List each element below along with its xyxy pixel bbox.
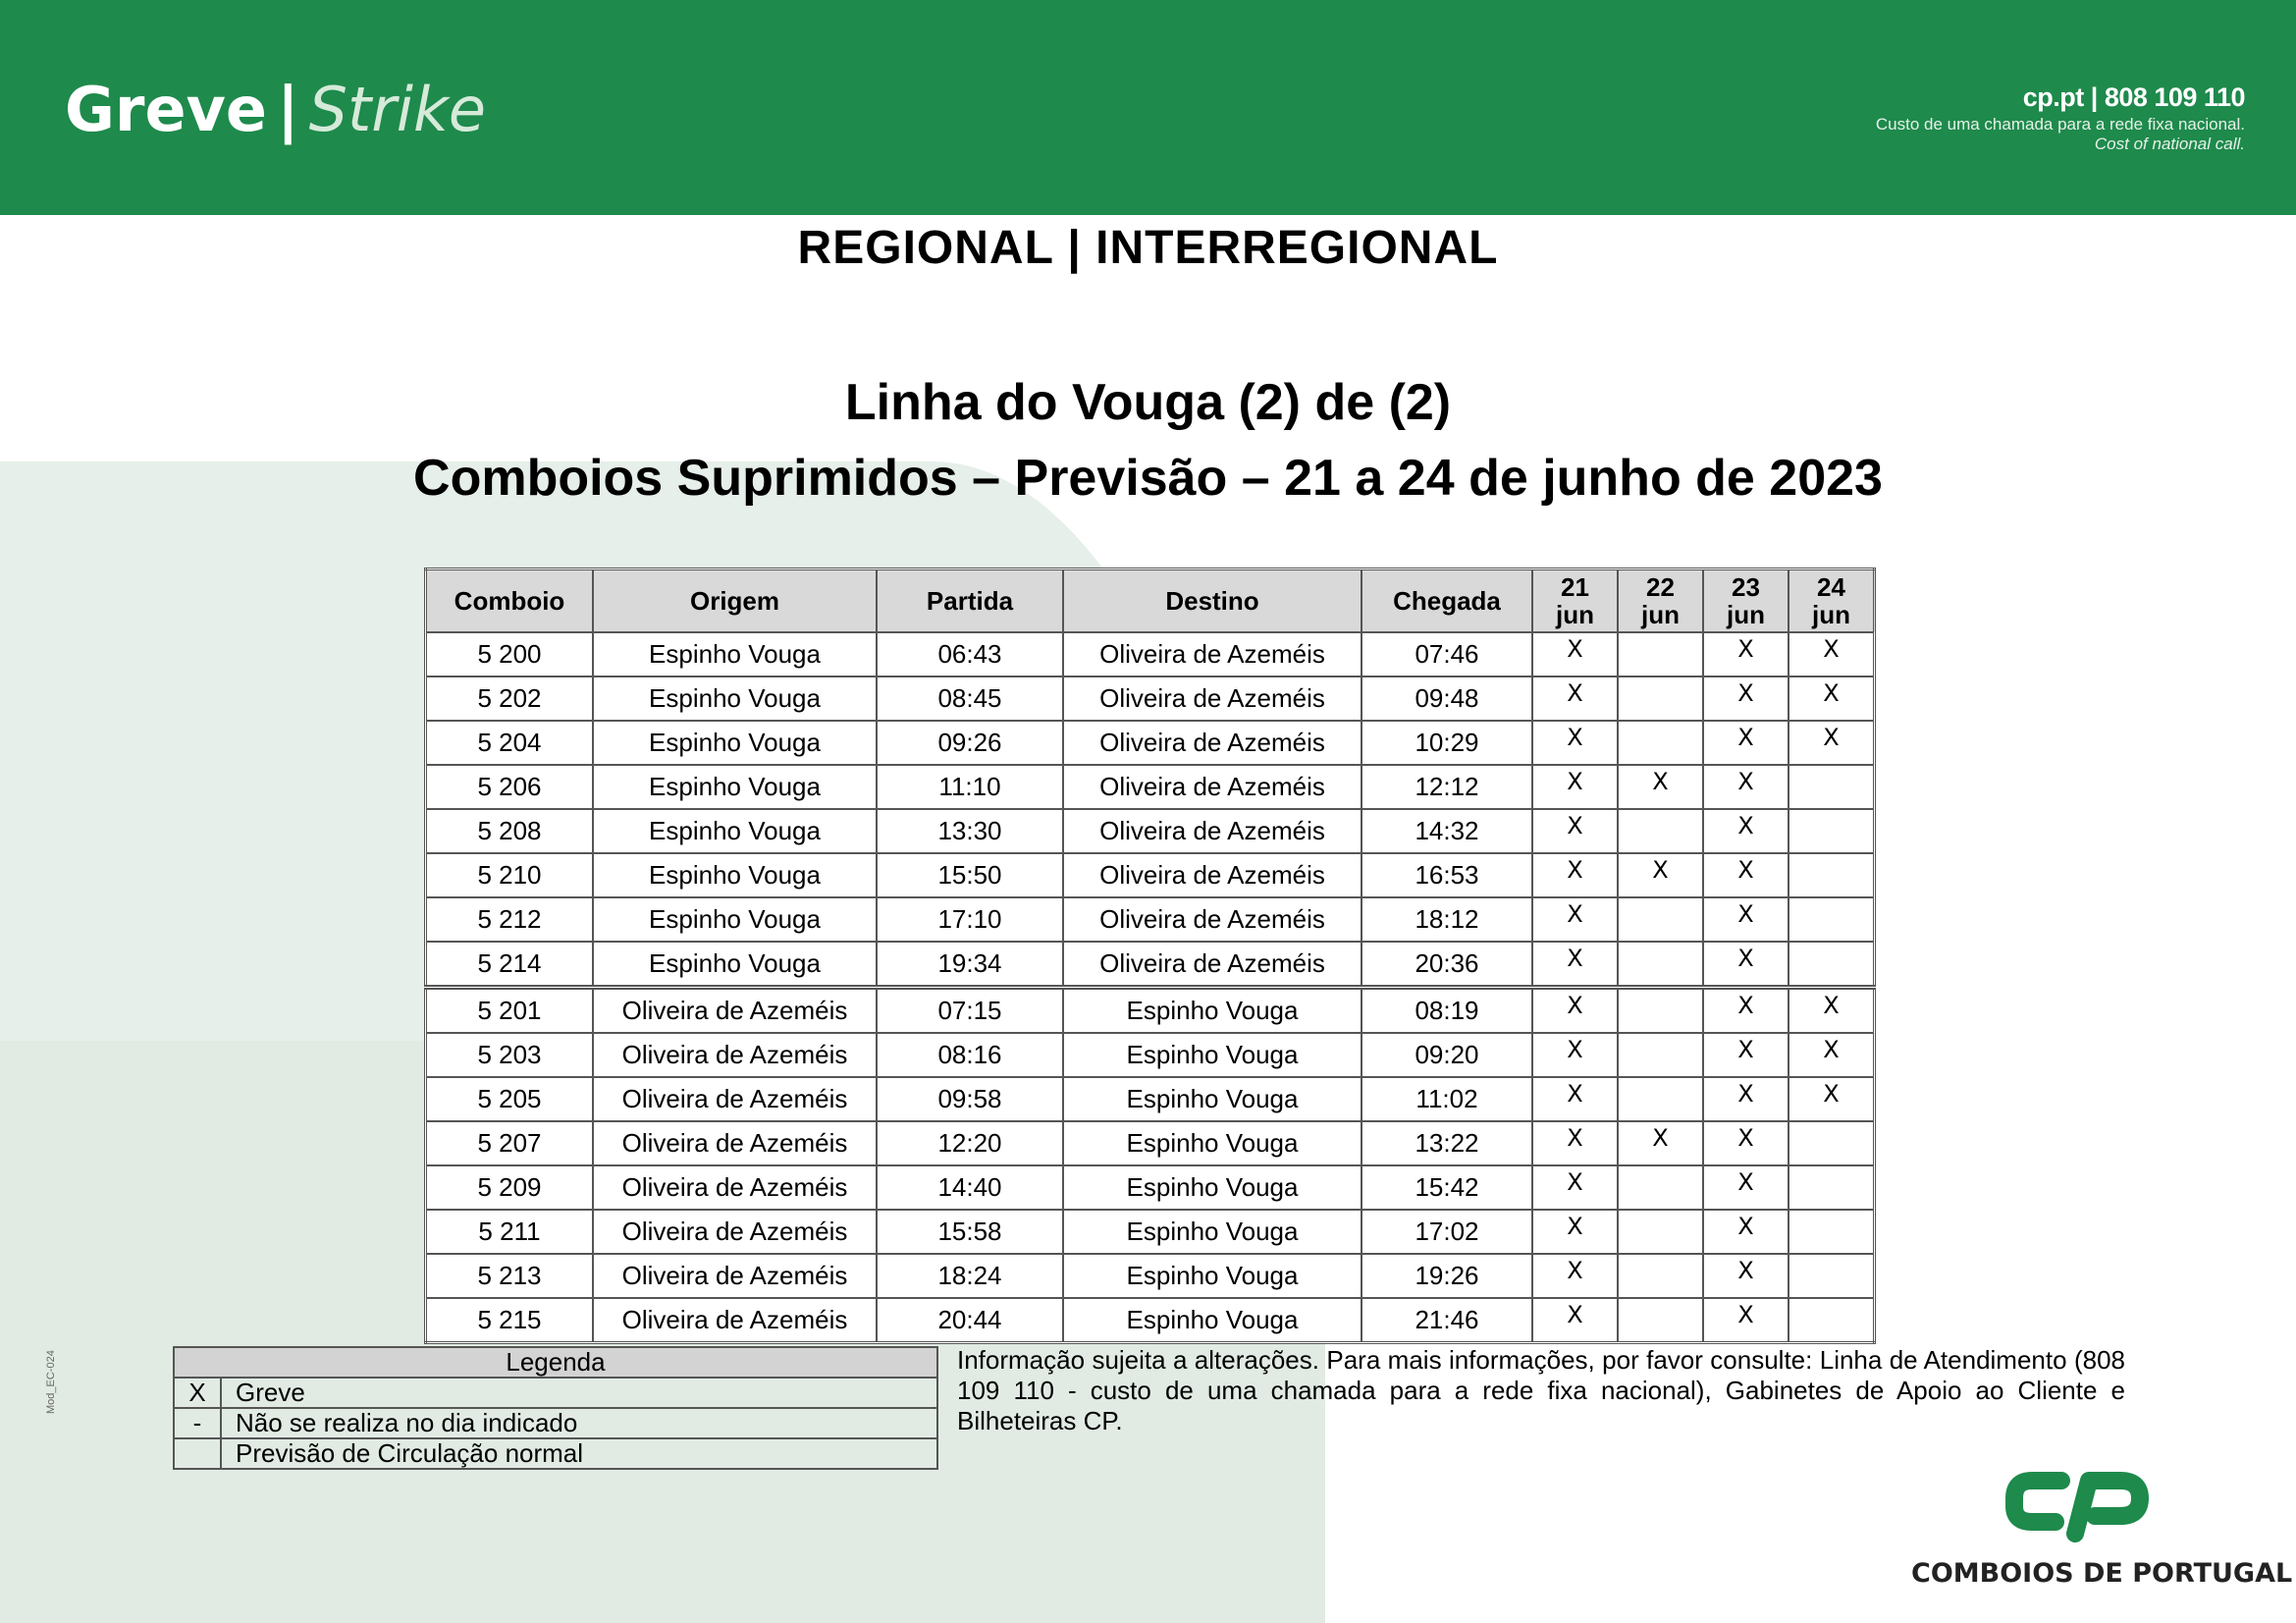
cell-train: 5 205 [426,1077,594,1121]
cell-day-21: X [1532,1077,1618,1121]
cell-departure: 11:10 [877,765,1063,809]
cell-destination: Oliveira de Azeméis [1063,632,1362,676]
cell-arrival: 07:46 [1362,632,1532,676]
cell-departure: 15:50 [877,853,1063,897]
cell-day-24: X [1789,1033,1875,1077]
service-category: REGIONAL | INTERREGIONAL [797,222,1499,274]
cell-day-22 [1618,988,1703,1034]
table-row [426,1165,1875,1210]
cell-day-24 [1789,765,1875,809]
cell-train: 5 211 [426,1210,594,1254]
cell-arrival: 19:26 [1362,1254,1532,1298]
cell-origin: Espinho Vouga [593,853,877,897]
cell-departure: 06:43 [877,632,1063,676]
legend-key [174,1438,221,1469]
cell-day-23: X [1703,1165,1789,1210]
header-banner [0,0,2296,215]
cell-day-24: X [1789,676,1875,721]
cell-day-22 [1618,942,1703,988]
contact-info [1876,82,2245,154]
col-day-24 [1789,569,1875,633]
title-greve: Greve [65,74,267,145]
cell-departure: 20:44 [877,1298,1063,1343]
cell-day-24: X [1789,632,1875,676]
cost-note-en: Cost of national call. [2094,135,2245,153]
cell-arrival: 09:20 [1362,1033,1532,1077]
cell-arrival: 11:02 [1362,1077,1532,1121]
cell-train: 5 204 [426,721,594,765]
cell-origin: Oliveira de Azeméis [593,1033,877,1077]
cell-day-23: X [1703,1210,1789,1254]
col-day-24-month: jun [1812,600,1850,629]
col-day-23-month: jun [1727,600,1765,629]
col-day-22 [1618,569,1703,633]
cell-day-23: X [1703,942,1789,988]
cell-arrival: 21:46 [1362,1298,1532,1343]
cell-day-22: X [1618,853,1703,897]
cell-destination: Oliveira de Azeméis [1063,809,1362,853]
cell-day-22 [1618,897,1703,942]
cell-train: 5 214 [426,942,594,988]
col-destination: Destino [1063,569,1362,633]
cp-logo-text: COMBOIOS DE PORTUGAL [1911,1558,2293,1589]
cell-origin: Espinho Vouga [593,897,877,942]
table-row [426,1254,1875,1298]
cell-day-23: X [1703,1298,1789,1343]
cell-origin: Oliveira de Azeméis [593,988,877,1034]
cell-day-24 [1789,1121,1875,1165]
cell-departure: 09:58 [877,1077,1063,1121]
cell-origin: Oliveira de Azeméis [593,1077,877,1121]
cell-train: 5 202 [426,676,594,721]
cell-destination: Oliveira de Azeméis [1063,942,1362,988]
cell-day-23: X [1703,988,1789,1034]
cell-destination: Espinho Vouga [1063,1077,1362,1121]
cell-day-23: X [1703,809,1789,853]
cell-day-21: X [1532,1298,1618,1343]
cell-day-24: X [1789,1077,1875,1121]
legend-label: Previsão de Circulação normal [221,1438,937,1469]
cell-day-24 [1789,1298,1875,1343]
cell-arrival: 10:29 [1362,721,1532,765]
cell-train: 5 208 [426,809,594,853]
cell-day-22 [1618,721,1703,765]
table-row [426,721,1875,765]
cell-arrival: 13:22 [1362,1121,1532,1165]
cell-destination: Espinho Vouga [1063,1165,1362,1210]
cell-departure: 17:10 [877,897,1063,942]
cell-day-21: X [1532,988,1618,1034]
cell-arrival: 15:42 [1362,1165,1532,1210]
cell-departure: 09:26 [877,721,1063,765]
cell-day-21: X [1532,809,1618,853]
legend-label: Não se realiza no dia indicado [221,1408,937,1438]
cell-origin: Oliveira de Azeméis [593,1165,877,1210]
cell-train: 5 200 [426,632,594,676]
cell-departure: 14:40 [877,1165,1063,1210]
col-day-21-num: 21 [1561,572,1589,602]
col-train: Comboio [426,569,594,633]
cell-day-22 [1618,1298,1703,1343]
cell-destination: Espinho Vouga [1063,1298,1362,1343]
cell-destination: Oliveira de Azeméis [1063,721,1362,765]
cell-day-21: X [1532,853,1618,897]
cell-day-21: X [1532,632,1618,676]
line-title: Linha do Vouga (2) de (2) [844,374,1452,431]
table-header-row [426,569,1875,633]
cell-train: 5 203 [426,1033,594,1077]
cell-arrival: 16:53 [1362,853,1532,897]
cell-day-24 [1789,1254,1875,1298]
col-day-24-num: 24 [1817,572,1845,602]
cell-day-23: X [1703,853,1789,897]
table-row [426,676,1875,721]
cell-train: 5 210 [426,853,594,897]
table-row [426,1077,1875,1121]
cell-origin: Espinho Vouga [593,942,877,988]
title-separator: | [276,74,299,145]
cell-day-23: X [1703,632,1789,676]
cell-day-21: X [1532,897,1618,942]
cell-train: 5 201 [426,988,594,1034]
legend-item [174,1378,937,1408]
cell-arrival: 12:12 [1362,765,1532,809]
legend-header-row [174,1347,937,1378]
legend-label: Greve [221,1378,937,1408]
table-row [426,809,1875,853]
cell-day-22 [1618,809,1703,853]
cell-departure: 08:45 [877,676,1063,721]
cell-day-24 [1789,809,1875,853]
cell-day-22 [1618,632,1703,676]
cell-departure: 15:58 [877,1210,1063,1254]
title-strike: Strike [308,74,487,145]
cell-train: 5 212 [426,897,594,942]
cell-arrival: 09:48 [1362,676,1532,721]
cell-destination: Oliveira de Azeméis [1063,897,1362,942]
legend-key: - [174,1408,221,1438]
cell-day-21: X [1532,721,1618,765]
cell-train: 5 213 [426,1254,594,1298]
cell-day-23: X [1703,676,1789,721]
cp-logo-icon [2004,1471,2152,1543]
cell-day-23: X [1703,721,1789,765]
model-reference: Mod_EC-024 [45,1350,57,1414]
phone-line: cp.pt | 808 109 110 [2022,82,2245,112]
cell-day-21: X [1532,942,1618,988]
table-row [426,1033,1875,1077]
cell-train: 5 207 [426,1121,594,1165]
cell-departure: 07:15 [877,988,1063,1034]
cell-day-21: X [1532,1165,1618,1210]
cell-arrival: 17:02 [1362,1210,1532,1254]
cell-day-22 [1618,1077,1703,1121]
cell-day-23: X [1703,1077,1789,1121]
cell-day-22 [1618,1165,1703,1210]
cell-origin: Oliveira de Azeméis [593,1121,877,1165]
cell-day-21: X [1532,676,1618,721]
table-row [426,988,1875,1034]
col-departure: Partida [877,569,1063,633]
table-row [426,1121,1875,1165]
col-day-21-month: jun [1556,600,1594,629]
page-subtitle: Comboios Suprimidos – Previsão – 21 a 24 de junho de 2023 [413,450,1883,507]
info-note: Informação sujeita a alterações. Para mais informações, por favor consulte: Linha de Atendimento (808 109 110 - custo de uma chamada para a rede fixa nacional), Gabinetes de Apoio ao Cliente e Bilheteiras CP. [957,1345,2125,1435]
cell-day-23: X [1703,897,1789,942]
cell-day-21: X [1532,765,1618,809]
cell-day-24 [1789,897,1875,942]
cell-train: 5 215 [426,1298,594,1343]
table-row [426,1298,1875,1343]
cell-arrival: 18:12 [1362,897,1532,942]
legend-item [174,1438,937,1469]
cell-destination: Espinho Vouga [1063,988,1362,1034]
cell-day-21: X [1532,1254,1618,1298]
cell-day-23: X [1703,1254,1789,1298]
legend-key: X [174,1378,221,1408]
table-row [426,632,1875,676]
cell-day-24 [1789,1165,1875,1210]
strike-title [65,71,486,149]
cell-departure: 13:30 [877,809,1063,853]
cell-day-22: X [1618,1121,1703,1165]
cell-destination: Espinho Vouga [1063,1033,1362,1077]
cell-train: 5 206 [426,765,594,809]
cell-day-21: X [1532,1210,1618,1254]
cell-destination: Espinho Vouga [1063,1121,1362,1165]
cell-origin: Espinho Vouga [593,676,877,721]
cell-destination: Oliveira de Azeméis [1063,853,1362,897]
cell-day-21: X [1532,1121,1618,1165]
cell-origin: Espinho Vouga [593,721,877,765]
table-row [426,1210,1875,1254]
cell-day-23: X [1703,1033,1789,1077]
cell-origin: Espinho Vouga [593,809,877,853]
cell-origin: Oliveira de Azeméis [593,1210,877,1254]
cell-day-23: X [1703,1121,1789,1165]
legend-table [173,1346,938,1470]
cell-origin: Oliveira de Azeméis [593,1298,877,1343]
cell-arrival: 20:36 [1362,942,1532,988]
cell-day-21: X [1532,1033,1618,1077]
col-arrival: Chegada [1362,569,1532,633]
cell-departure: 12:20 [877,1121,1063,1165]
col-day-21 [1532,569,1618,633]
cell-arrival: 14:32 [1362,809,1532,853]
cell-departure: 08:16 [877,1033,1063,1077]
legend-title: Legenda [174,1347,937,1378]
col-day-22-num: 22 [1646,572,1675,602]
cell-departure: 18:24 [877,1254,1063,1298]
legend-item [174,1408,937,1438]
cp-logo [1911,1471,2293,1589]
cell-arrival: 08:19 [1362,988,1532,1034]
cell-day-24 [1789,942,1875,988]
cell-origin: Oliveira de Azeméis [593,1254,877,1298]
cell-origin: Espinho Vouga [593,765,877,809]
col-origin: Origem [593,569,877,633]
cell-day-22 [1618,676,1703,721]
cell-destination: Espinho Vouga [1063,1254,1362,1298]
col-day-23-num: 23 [1732,572,1760,602]
col-day-23 [1703,569,1789,633]
cell-origin: Espinho Vouga [593,632,877,676]
table-row [426,897,1875,942]
cell-day-24 [1789,853,1875,897]
table-row [426,853,1875,897]
cell-day-22 [1618,1210,1703,1254]
cell-day-22: X [1618,765,1703,809]
table-row [426,765,1875,809]
cell-day-24 [1789,1210,1875,1254]
cell-destination: Oliveira de Azeméis [1063,676,1362,721]
cell-departure: 19:34 [877,942,1063,988]
suppressed-trains-table [424,568,1876,1344]
cell-day-24: X [1789,721,1875,765]
cell-day-23: X [1703,765,1789,809]
table-row [426,942,1875,988]
cell-day-22 [1618,1033,1703,1077]
cell-destination: Espinho Vouga [1063,1210,1362,1254]
cell-day-24: X [1789,988,1875,1034]
cost-note-pt: Custo de uma chamada para a rede fixa nacional. [1875,115,2245,134]
cell-day-22 [1618,1254,1703,1298]
cell-train: 5 209 [426,1165,594,1210]
col-day-22-month: jun [1641,600,1680,629]
cell-destination: Oliveira de Azeméis [1063,765,1362,809]
